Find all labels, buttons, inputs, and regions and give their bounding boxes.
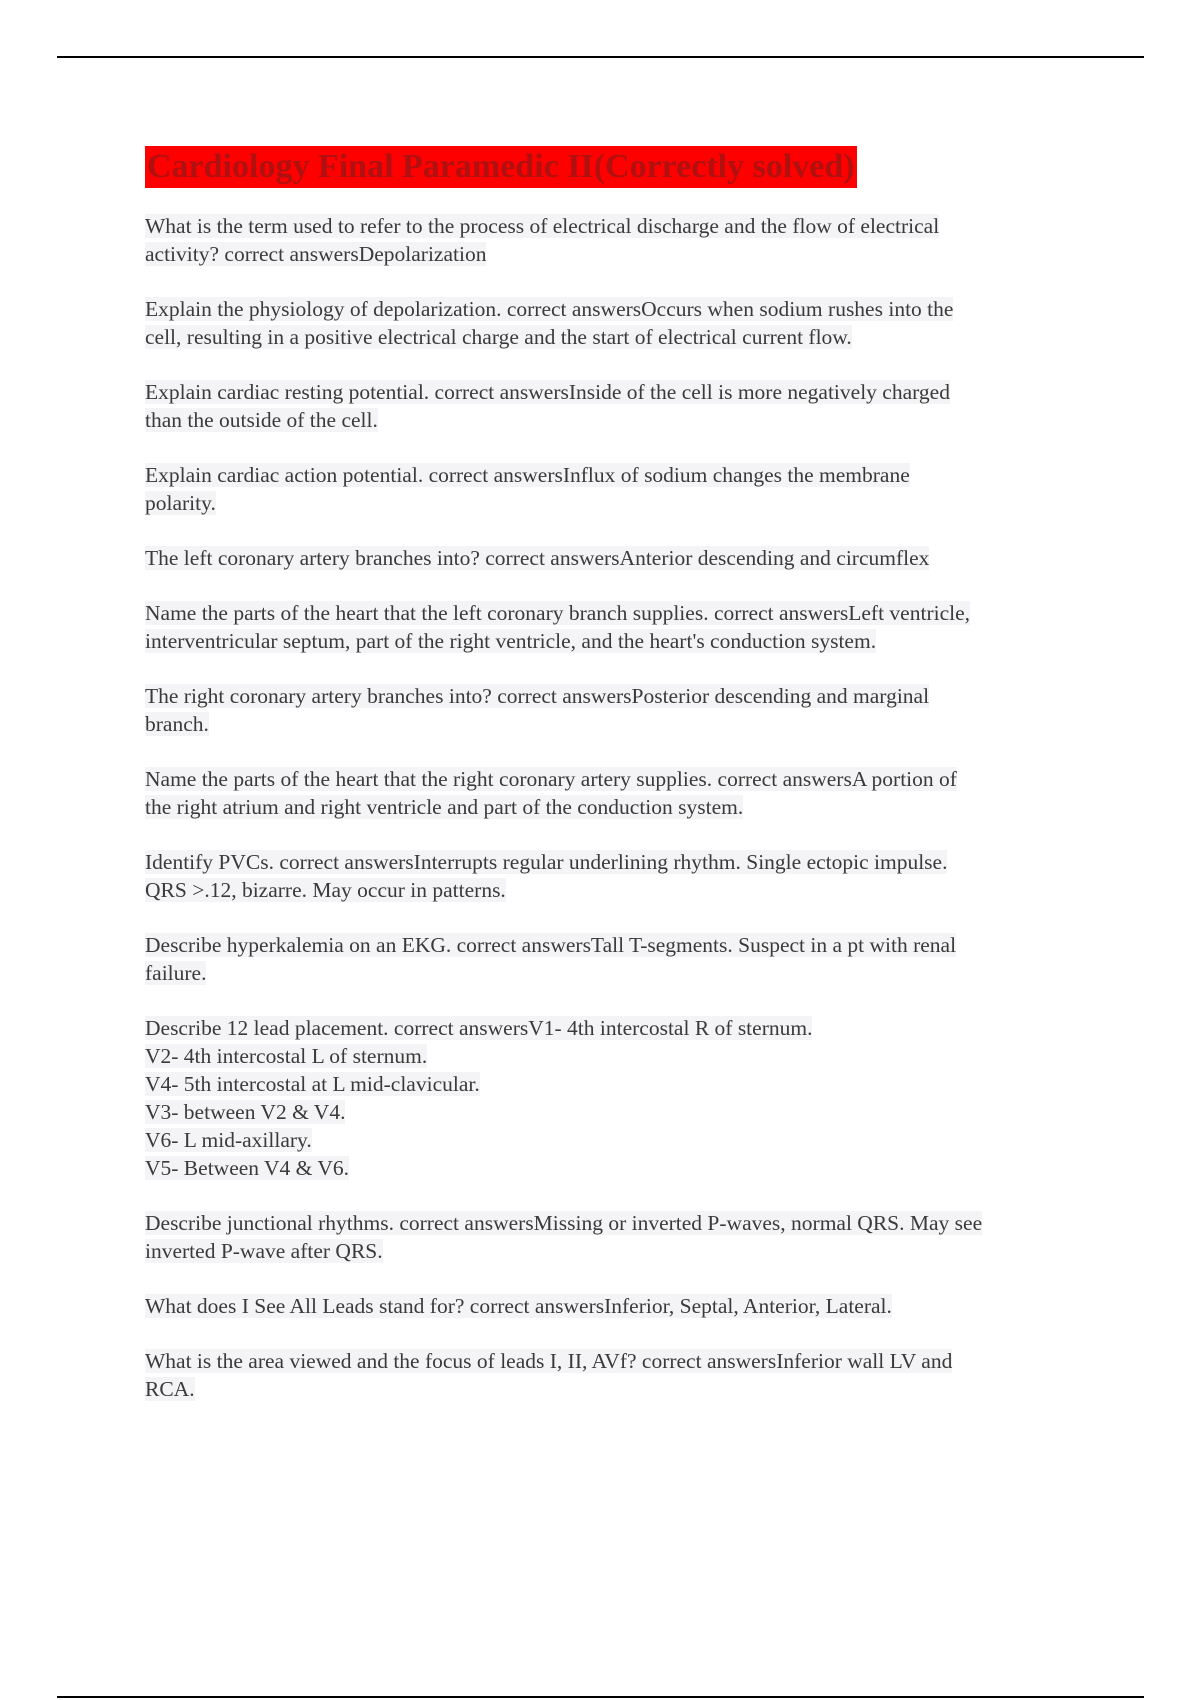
qa-line-text: What is the term used to refer to the process of electrical discharge and the flow of electrical [145, 214, 940, 238]
qa-list [145, 212, 1095, 1403]
document-body [145, 146, 1095, 1430]
qa-line [145, 406, 1095, 434]
qa-item [145, 378, 1095, 434]
qa-line [145, 1126, 1095, 1154]
qa-line [145, 959, 1095, 987]
qa-line [145, 378, 1095, 406]
qa-line-text: Explain cardiac action potential. correct answersInflux of sodium changes the membrane [145, 463, 910, 487]
qa-line-text: inverted P-wave after QRS. [145, 1239, 383, 1263]
qa-line-text: The left coronary artery branches into? correct answersAnterior descending and circumflex [145, 546, 930, 570]
qa-line [145, 212, 1095, 240]
qa-line [145, 599, 1095, 627]
qa-line [145, 1209, 1095, 1237]
qa-line [145, 323, 1095, 351]
header-rule [57, 56, 1144, 58]
qa-line [145, 1042, 1095, 1070]
qa-line [145, 461, 1095, 489]
qa-line-text: Explain the physiology of depolarization. correct answersOccurs when sodium rushes into the [145, 297, 954, 321]
qa-line-text: RCA. [145, 1377, 195, 1401]
qa-line [145, 793, 1095, 821]
qa-line-text: V6- L mid-axillary. [145, 1128, 312, 1152]
qa-line-text: than the outside of the cell. [145, 408, 378, 432]
qa-line-text: polarity. [145, 491, 216, 515]
qa-line-text: V5- Between V4 & V6. [145, 1156, 350, 1180]
qa-item [145, 295, 1095, 351]
qa-line-text: Describe junctional rhythms. correct answersMissing or inverted P-waves, normal QRS. May see [145, 1211, 983, 1235]
qa-line [145, 1070, 1095, 1098]
qa-line-text: QRS >.12, bizarre. May occur in patterns. [145, 878, 506, 902]
qa-line [145, 1292, 1095, 1320]
qa-line-text: Name the parts of the heart that the right coronary artery supplies. correct answersA portion of [145, 767, 957, 791]
qa-line-text: Identify PVCs. correct answersInterrupts regular underlining rhythm. Single ectopic impulse. [145, 850, 948, 874]
qa-line-text: failure. [145, 961, 207, 985]
qa-line-text: the right atrium and right ventricle and part of the conduction system. [145, 795, 744, 819]
qa-line [145, 848, 1095, 876]
qa-line [145, 240, 1095, 268]
qa-item [145, 1209, 1095, 1265]
qa-line-text: The right coronary artery branches into? correct answersPosterior descending and marginal [145, 684, 930, 708]
qa-line-text: V4- 5th intercostal at L mid-clavicular. [145, 1072, 480, 1096]
qa-line-text: V3- between V2 & V4. [145, 1100, 346, 1124]
qa-line [145, 544, 1095, 572]
qa-item [145, 544, 1095, 572]
qa-item [145, 1014, 1095, 1182]
qa-line-text: Explain cardiac resting potential. correct answersInside of the cell is more negatively charged [145, 380, 950, 404]
qa-line [145, 1098, 1095, 1126]
qa-line [145, 1014, 1095, 1042]
qa-line [145, 1237, 1095, 1265]
qa-line [145, 489, 1095, 517]
qa-line [145, 682, 1095, 710]
qa-line [145, 1154, 1095, 1182]
qa-line-text: Name the parts of the heart that the left coronary branch supplies. correct answersLeft ventricle, [145, 601, 971, 625]
qa-line-text: What does I See All Leads stand for? correct answersInferior, Septal, Anterior, Lateral. [145, 1294, 892, 1318]
qa-line-text: branch. [145, 712, 209, 736]
qa-item [145, 461, 1095, 517]
qa-line-text: What is the area viewed and the focus of leads I, II, AVf? correct answersInferior wall LV and [145, 1349, 953, 1373]
qa-line [145, 295, 1095, 323]
qa-line [145, 876, 1095, 904]
qa-line-text: cell, resulting in a positive electrical charge and the start of electrical current flow. [145, 325, 852, 349]
footer-rule [57, 1696, 1144, 1698]
qa-line-text: Describe 12 lead placement. correct answersV1- 4th intercostal R of sternum. [145, 1016, 813, 1040]
qa-line [145, 627, 1095, 655]
qa-item [145, 848, 1095, 904]
qa-line-text: activity? correct answersDepolarization [145, 242, 487, 266]
qa-line [145, 710, 1095, 738]
qa-line [145, 1347, 1095, 1375]
qa-line-text: Describe hyperkalemia on an EKG. correct answersTall T-segments. Suspect in a pt with renal [145, 933, 957, 957]
qa-item [145, 1347, 1095, 1403]
qa-line-text: V2- 4th intercostal L of sternum. [145, 1044, 428, 1068]
qa-item [145, 599, 1095, 655]
qa-line [145, 765, 1095, 793]
document-title: Cardiology Final Paramedic II(Correctly solved) [145, 146, 857, 188]
qa-item [145, 1292, 1095, 1320]
qa-line [145, 1375, 1095, 1403]
qa-item [145, 931, 1095, 987]
qa-line [145, 931, 1095, 959]
qa-line-text: interventricular septum, part of the right ventricle, and the heart's conduction system. [145, 629, 877, 653]
qa-item [145, 765, 1095, 821]
qa-item [145, 212, 1095, 268]
qa-item [145, 682, 1095, 738]
